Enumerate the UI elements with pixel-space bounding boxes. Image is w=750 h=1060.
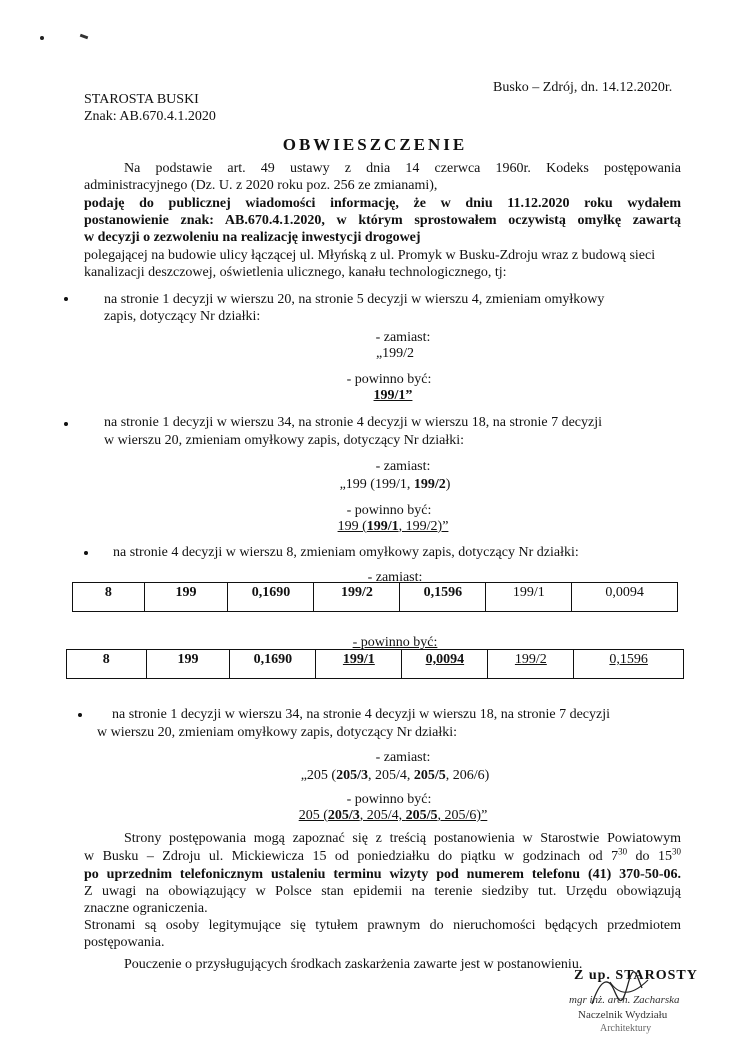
- item2-powinno: - powinno być:: [346, 503, 432, 518]
- table-cell: 199/1: [316, 650, 402, 679]
- signature-line-3: Naczelnik Wydziału: [578, 1009, 668, 1021]
- intro-line-5: w decyzji o zezwoleniu na realizację inwestycji drogowej: [84, 230, 421, 245]
- signature-line-4: Architektury: [600, 1023, 652, 1034]
- intro-line-6: polegającej na budowie ulicy łączącej ul. Młyńską z ul. Promyk w Busku-Zdroju wraz z budową sieci: [84, 248, 656, 263]
- item4-powinno: - powinno być:: [346, 792, 432, 807]
- table-cell: 199/2: [488, 650, 574, 679]
- table-cell: 0,1596: [574, 650, 684, 679]
- bullet: [64, 297, 68, 301]
- bullet: [84, 551, 88, 555]
- item2-line-1: na stronie 1 decyzji w wierszu 34, na stronie 4 decyzji w wierszu 18, na stronie 7 decyzji: [104, 415, 603, 430]
- table-row: [73, 583, 678, 612]
- place-date: Busko – Zdrój, dn. 14.12.2020r.: [493, 80, 673, 95]
- table-cell: 199/2: [314, 583, 400, 612]
- table-cell: 199: [144, 583, 228, 612]
- parcel-table-new: [66, 649, 684, 679]
- parcel-table-old: [72, 582, 678, 612]
- item4-new-value: 205 (205/3, 205/4, 205/5, 205/6)”: [298, 808, 488, 823]
- item4-zamiast: - zamiast:: [375, 750, 431, 765]
- closing-line-7: postępowania.: [84, 935, 165, 950]
- item2-zamiast: - zamiast:: [375, 459, 431, 474]
- item1-new-value: 199/1”: [373, 388, 413, 403]
- scan-speck: [80, 34, 89, 40]
- closing-line-5: znaczne ograniczenia.: [84, 901, 208, 916]
- table-cell: 8: [67, 650, 147, 679]
- item1-line-1: na stronie 1 decyzji w wierszu 20, na stronie 5 decyzji w wierszu 4, zmieniam omyłkowy: [104, 292, 605, 307]
- closing-line-4: Z uwagi na obowiązujący w Polsce stan epidemii na terenie siedziby tut. Urzędu obowiązują: [84, 884, 681, 899]
- table-cell: 0,1690: [228, 583, 314, 612]
- item2-line-2: w wierszu 20, zmieniam omyłkowy zapis, dotyczący Nr działki:: [104, 433, 465, 448]
- document-title: OBWIESZCZENIE: [282, 135, 468, 154]
- intro-line-7: kanalizacji deszczowej, oświetlenia ulicznego, kanału technologicznego, tj:: [84, 265, 507, 280]
- closing-line-1: Strony postępowania mogą zapoznać się z treścią postanowienia w Starostwie Powiatowym: [124, 831, 681, 846]
- item1-old-value: „199/2: [375, 346, 415, 361]
- bullet: [78, 713, 82, 717]
- table-cell: 199/1: [486, 583, 572, 612]
- table-cell: 0,0094: [402, 650, 488, 679]
- intro-line-1: Na podstawie art. 49 ustawy z dnia 14 czerwca 1960r. Kodeks postępowania: [124, 161, 681, 176]
- intro-line-4: postanowienie znak: AB.670.4.1.2020, w którym sprostowałem oczywistą omyłkę zawartą: [84, 213, 681, 228]
- scan-speck: [40, 36, 44, 40]
- closing-line-3: po uprzednim telefonicznym ustaleniu terminu wizyty pod numerem telefonu (41) 370-50-06.: [84, 867, 681, 882]
- item1-line-2: zapis, dotyczący Nr działki:: [104, 309, 261, 324]
- item4-line-2: w wierszu 20, zmieniam omyłkowy zapis, dotyczący Nr działki:: [97, 725, 458, 740]
- signature-line-1: Z up. STAROSTY: [574, 968, 698, 983]
- item2-new-value: 199 (199/1, 199/2)”: [337, 519, 449, 534]
- item4-old-value: „205 (205/3, 205/4, 205/5, 206/6): [300, 768, 490, 783]
- intro-line-3: podaję do publicznej wiadomości informację, że w dniu 11.12.2020 roku wydałem: [84, 196, 681, 211]
- item3-line-1: na stronie 4 decyzji w wierszu 8, zmieniam omyłkowy zapis, dotyczący Nr działki:: [113, 545, 579, 560]
- item3-zamiast: - zamiast:: [367, 570, 423, 585]
- authority-name: STAROSTA BUSKI: [84, 92, 199, 107]
- table-cell: 0,1690: [230, 650, 316, 679]
- closing-line-8: Pouczenie o przysługujących środkach zaskarżenia zawarte jest w postanowieniu.: [124, 957, 583, 972]
- closing-line-2: w Busku – Zdroju ul. Mickiewicza 15 od poniedziałku do piątku w godzinach od $7^{30}$ do $15^{30}$: [84, 846, 681, 864]
- reference-number: Znak: AB.670.4.1.2020: [84, 109, 216, 124]
- closing-line-6: Stronami są osoby legitymujące się tytułem prawnym do nieruchomości będących przedmiotem: [84, 918, 681, 933]
- table-cell: 199: [146, 650, 230, 679]
- intro-line-2: administracyjnego (Dz. U. z 2020 roku poz. 256 ze zmianami),: [84, 178, 438, 193]
- item3-powinno: - powinno być:: [352, 635, 438, 650]
- table-row: [67, 650, 684, 679]
- item2-old-value: „199 (199/1, 199/2): [339, 477, 451, 492]
- table-cell: 0,0094: [572, 583, 678, 612]
- item4-line-1: na stronie 1 decyzji w wierszu 34, na stronie 4 decyzji w wierszu 18, na stronie 7 decyzji: [112, 707, 611, 722]
- table-cell: 0,1596: [400, 583, 486, 612]
- signature-line-2: mgr inż. arch. Zacharska: [569, 994, 680, 1006]
- item1-zamiast: - zamiast:: [375, 330, 431, 345]
- item1-powinno: - powinno być:: [346, 372, 432, 387]
- bullet: [64, 422, 68, 426]
- table-cell: 8: [73, 583, 145, 612]
